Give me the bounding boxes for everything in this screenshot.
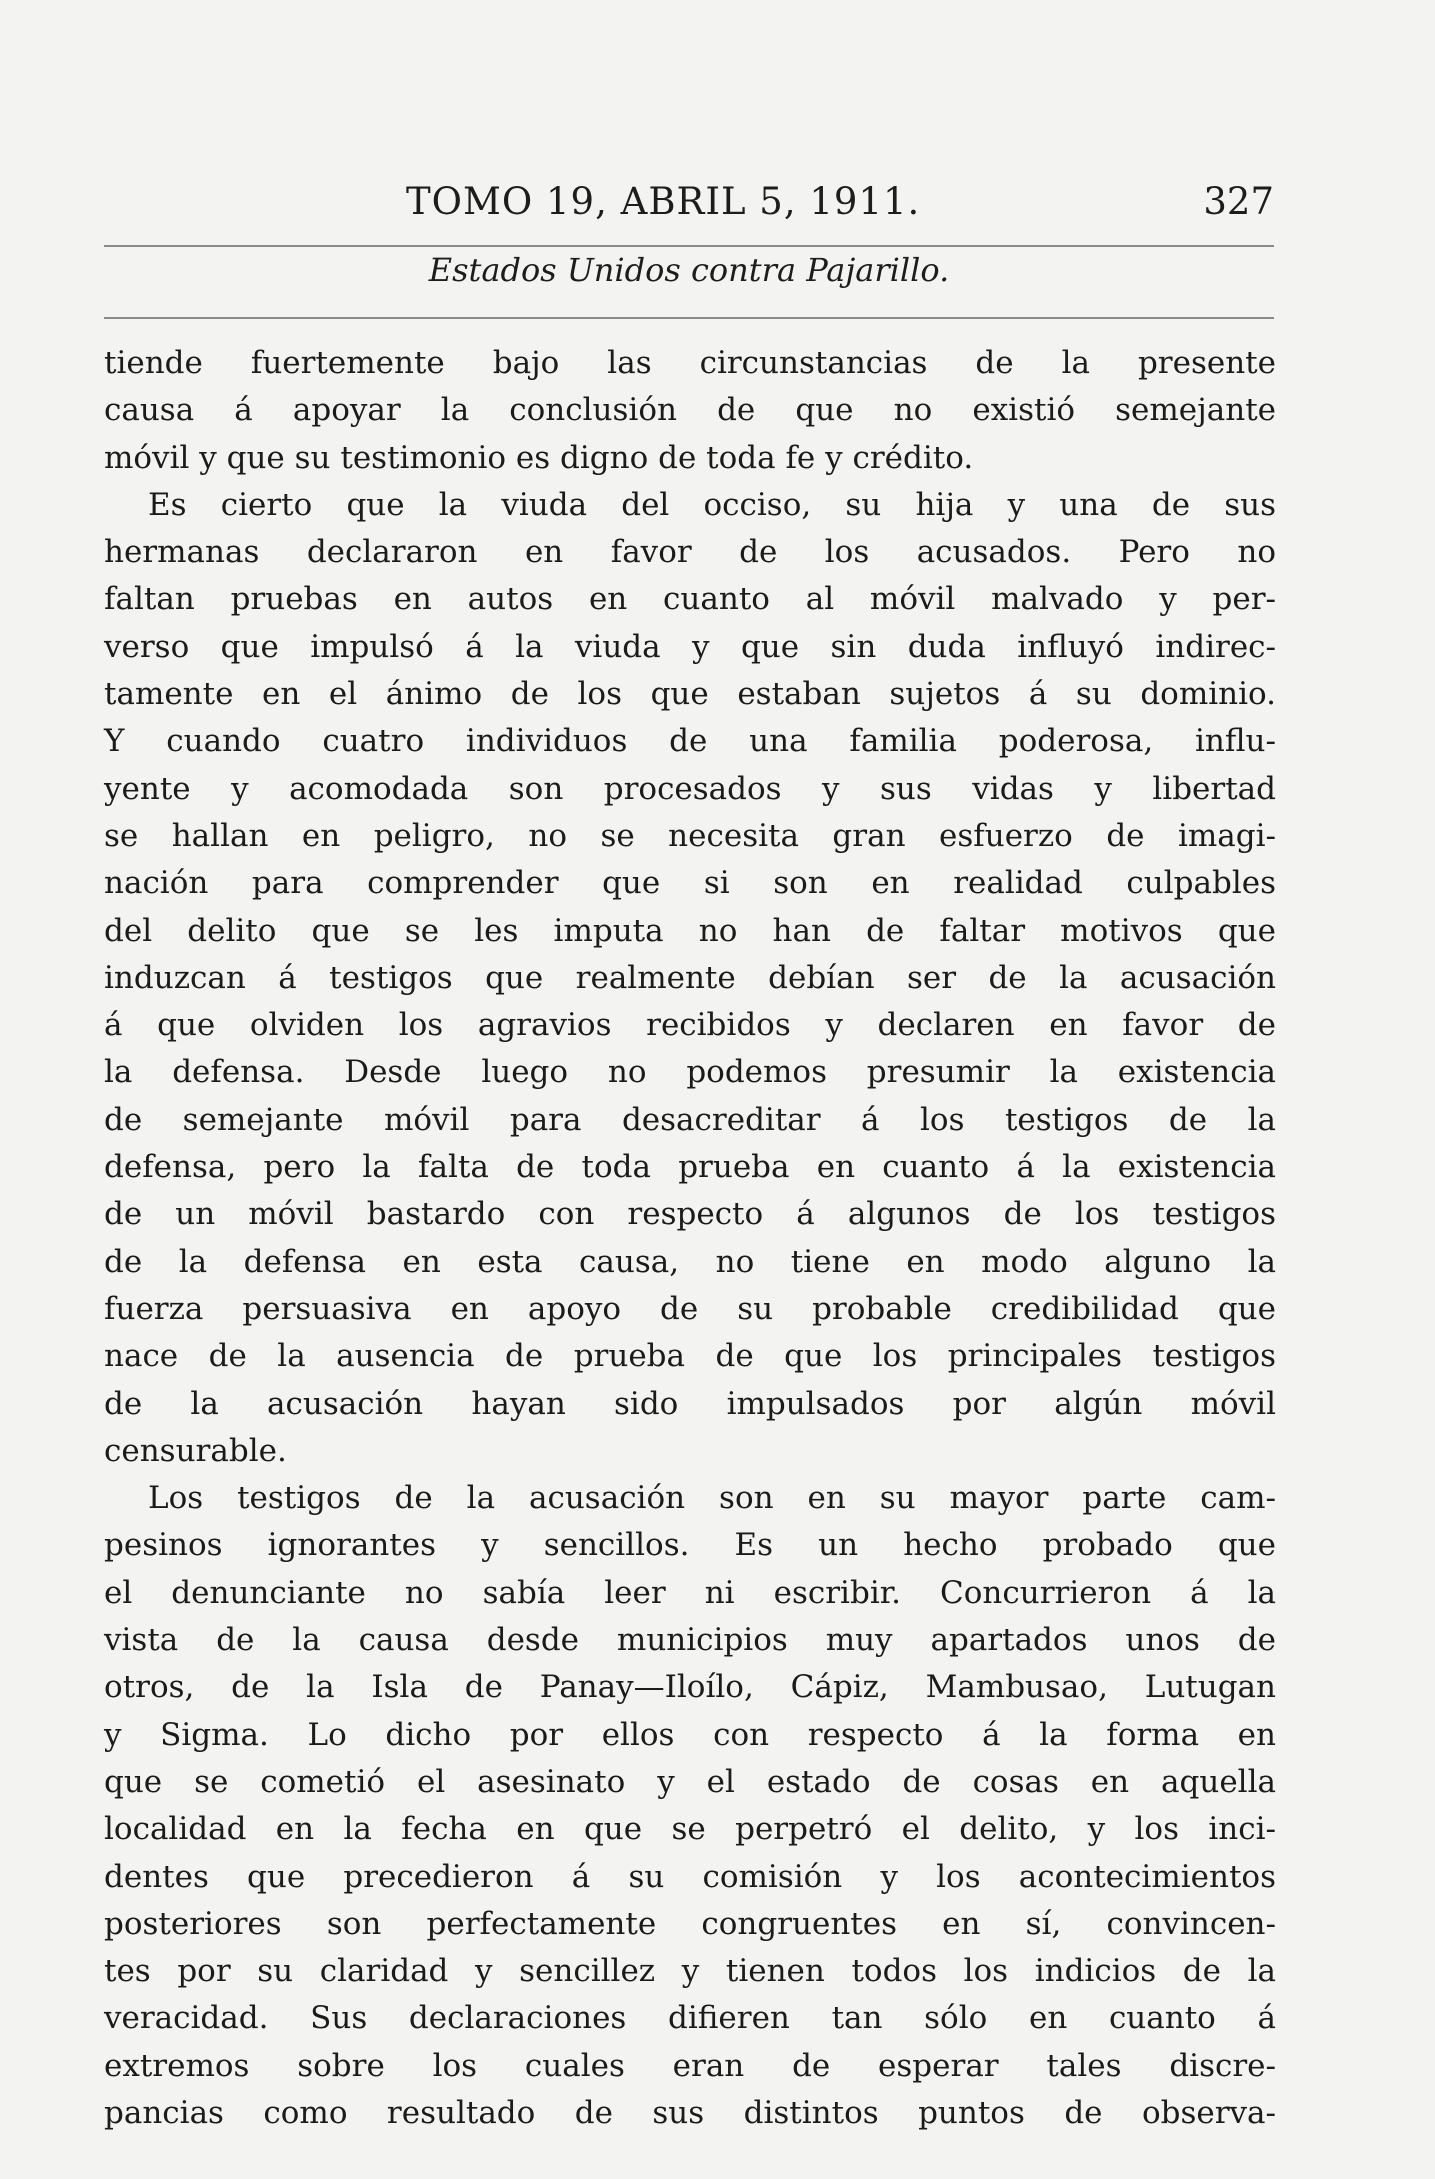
text-line: el denunciante no sabía leer ni escribir. Concurrieron á la — [104, 1574, 1276, 1611]
text-line: de la acusación hayan sido impulsados por algún móvil — [104, 1385, 1276, 1422]
text-line: defensa, pero la falta de toda prueba en cuanto á la existencia — [104, 1149, 1276, 1186]
text-line: del delito que se les imputa no han de faltar motivos que — [104, 912, 1276, 949]
text-line: causa á apoyar la conclusión de que no existió semejante — [104, 392, 1276, 429]
text-line: extremos sobre los cuales eran de esperar tales discre- — [104, 2047, 1276, 2084]
text-line: otros, de la Isla de Panay—Iloílo, Cápiz, Mambusao, Lutugan — [104, 1669, 1276, 1706]
text-line: posteriores son perfectamente congruentes en sí, convincen- — [104, 1905, 1276, 1942]
text-line: Es cierto que la viuda del occiso, su hija y una de sus — [148, 486, 1276, 523]
text-line: se hallan en peligro, no se necesita gran esfuerzo de imagi- — [104, 817, 1276, 854]
page-header — [104, 172, 1274, 232]
text-line: faltan pruebas en autos en cuanto al móvil malvado y per- — [104, 581, 1276, 618]
text-line: Y cuando cuatro individuos de una familia poderosa, influ- — [104, 723, 1276, 760]
text-line: la defensa. Desde luego no podemos presumir la existencia — [104, 1054, 1276, 1091]
text-line: Los testigos de la acusación son en su mayor parte cam- — [148, 1480, 1276, 1517]
text-line: móvil y que su testimonio es digno de toda fe y crédito. — [104, 439, 974, 476]
text-line: verso que impulsó á la viuda y que sin duda influyó indirec- — [104, 628, 1276, 665]
text-line: tamente en el ánimo de los que estaban sujetos á su dominio. — [104, 676, 1276, 713]
running-title: TOMO 19, ABRIL 5, 1911. — [406, 180, 921, 223]
text-line: tiende fuertemente bajo las circunstancias de la presente — [104, 345, 1276, 381]
text-line: fuerza persuasiva en apoyo de su probable credibilidad que — [104, 1290, 1276, 1327]
text-line: nace de la ausencia de prueba de que los principales testigos — [104, 1338, 1276, 1375]
text-line: nación para comprender que si son en realidad culpables — [104, 865, 1276, 902]
text-line: induzcan á testigos que realmente debían ser de la acusación — [104, 959, 1276, 996]
text-line: localidad en la fecha en que se perpetró el delito, y los inci- — [104, 1811, 1276, 1848]
text-line: de la defensa en esta causa, no tiene en modo alguno la — [104, 1243, 1276, 1280]
text-line: de semejante móvil para desacreditar á los testigos de la — [104, 1101, 1276, 1138]
text-line: pancias como resultado de sus distintos puntos de observa- — [104, 2094, 1276, 2131]
body-text — [104, 340, 1276, 2137]
text-line: hermanas declararon en favor de los acusados. Pero no — [104, 534, 1276, 571]
text-line: veracidad. Sus declaraciones difieren tan sólo en cuanto á — [104, 2000, 1276, 2037]
text-line: vista de la causa desde municipios muy apartados unos de — [104, 1622, 1276, 1659]
text-line: que se cometió el asesinato y el estado de cosas en aquella — [104, 1763, 1276, 1800]
text-line: pesinos ignorantes y sencillos. Es un hecho probado que — [104, 1527, 1276, 1564]
page-number: 327 — [1203, 180, 1274, 223]
text-line: yente y acomodada son procesados y sus vidas y libertad — [104, 770, 1276, 807]
case-title: Estados Unidos contra Pajarillo. — [428, 251, 950, 289]
text-line: de un móvil bastardo con respecto á algunos de los testigos — [104, 1196, 1276, 1233]
text-line: censurable. — [104, 1432, 287, 1469]
text-line: dentes que precedieron á su comisión y los acontecimientos — [104, 1858, 1276, 1895]
header-rule-top — [104, 245, 1274, 247]
text-line: á que olviden los agravios recibidos y declaren en favor de — [104, 1007, 1276, 1044]
text-line: tes por su claridad y sencillez y tienen todos los indicios de la — [104, 1953, 1276, 1990]
header-rule-bottom — [104, 317, 1274, 319]
text-line: y Sigma. Lo dicho por ellos con respecto á la forma en — [104, 1716, 1276, 1753]
